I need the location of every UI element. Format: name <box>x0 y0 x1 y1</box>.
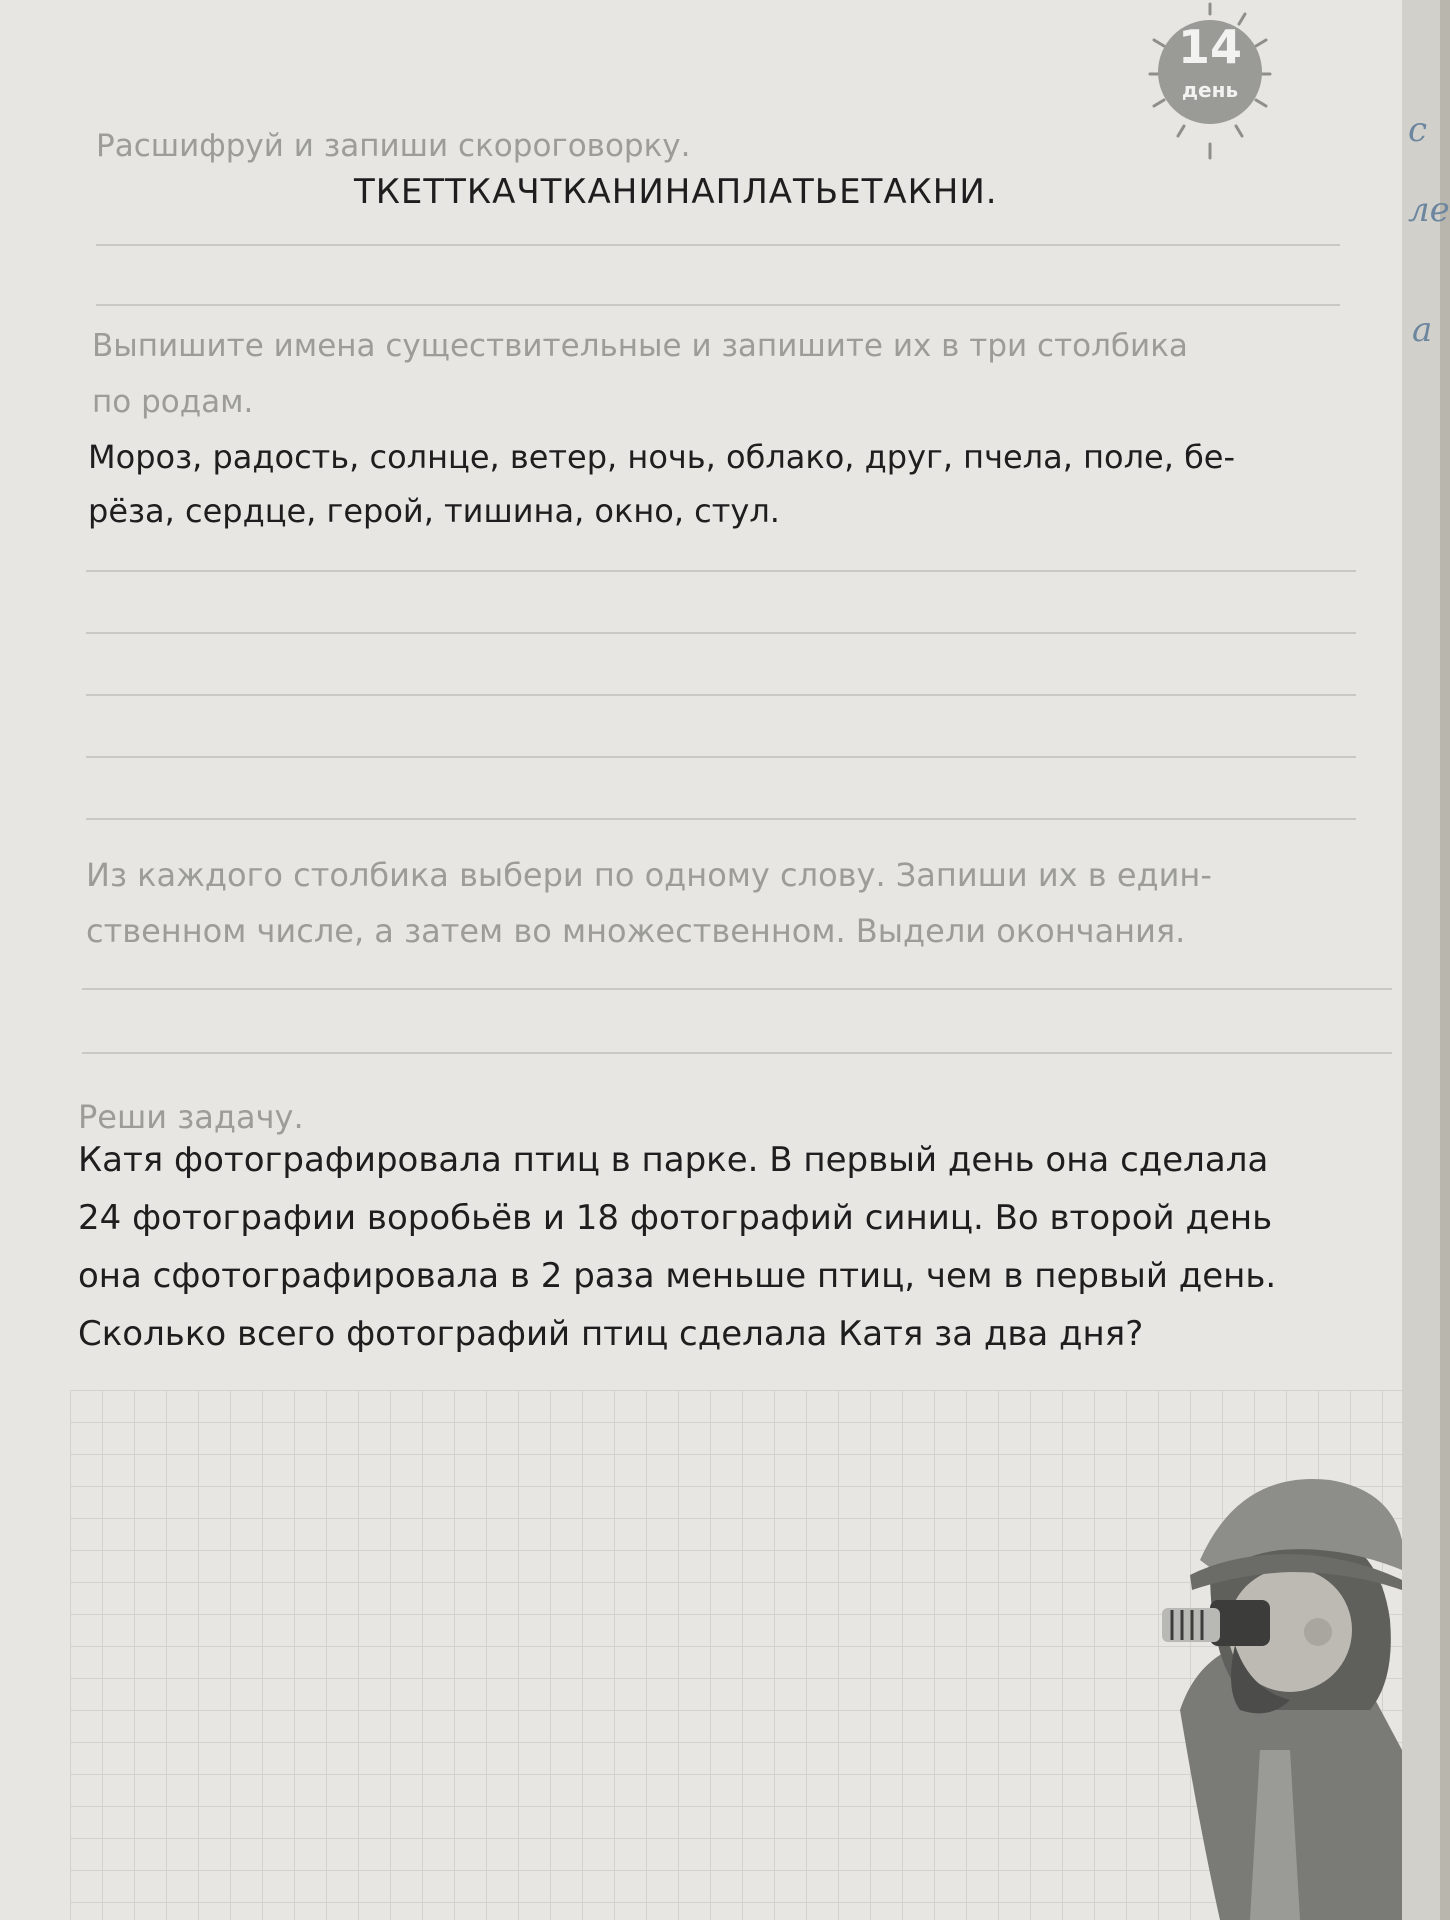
answer-line <box>86 570 1356 572</box>
problem-text: Сколько всего фотографий птиц сделала Катя за два дня? <box>78 1314 1144 1354</box>
margin-handwriting: с <box>1408 110 1428 150</box>
task2-instruction: по родам. <box>92 384 254 420</box>
task3-instruction: ственном числе, а затем во множественном. Выдели окончания. <box>86 912 1186 950</box>
answer-line <box>86 818 1356 820</box>
task3-instruction: Из каждого столбика выбери по одному слову. Запиши их в един- <box>86 856 1212 894</box>
answer-line <box>96 244 1340 246</box>
answer-line <box>86 632 1356 634</box>
answer-line <box>96 304 1340 306</box>
problem-text: 24 фотографии воробьёв и 18 фотографий синиц. Во второй день <box>78 1198 1273 1238</box>
task4-instruction: Реши задачу. <box>78 1098 304 1136</box>
day-number: 14 <box>1177 20 1242 74</box>
page-edge <box>1402 0 1440 1920</box>
problem-text: она сфотографировала в 2 раза меньше птиц, чем в первый день. <box>78 1256 1277 1296</box>
day-badge <box>1130 0 1290 170</box>
task2-instruction: Выпишите имена существительные и запишите их в три столбика <box>92 328 1188 364</box>
answer-line <box>82 1052 1392 1054</box>
problem-text: Катя фотографировала птиц в парке. В первый день она сделала <box>78 1140 1269 1180</box>
margin-handwriting: а <box>1412 310 1433 350</box>
cipher-text: ТКЕТТКАЧТКАНИНАПЛАТЬЕТАКНИ. <box>354 172 998 212</box>
answer-line <box>86 756 1356 758</box>
answer-line <box>82 988 1392 990</box>
word-list: рёза, сердце, герой, тишина, окно, стул. <box>88 492 780 530</box>
margin-handwriting: ле <box>1408 190 1450 230</box>
girl-photographer-illustration <box>1140 1450 1402 1920</box>
answer-line <box>86 694 1356 696</box>
task1-instruction: Расшифруй и запиши скороговорку. <box>96 128 691 164</box>
word-list: Мороз, радость, солнце, ветер, ночь, облако, друг, пчела, поле, бе- <box>88 438 1236 476</box>
day-label: день <box>1181 78 1239 102</box>
